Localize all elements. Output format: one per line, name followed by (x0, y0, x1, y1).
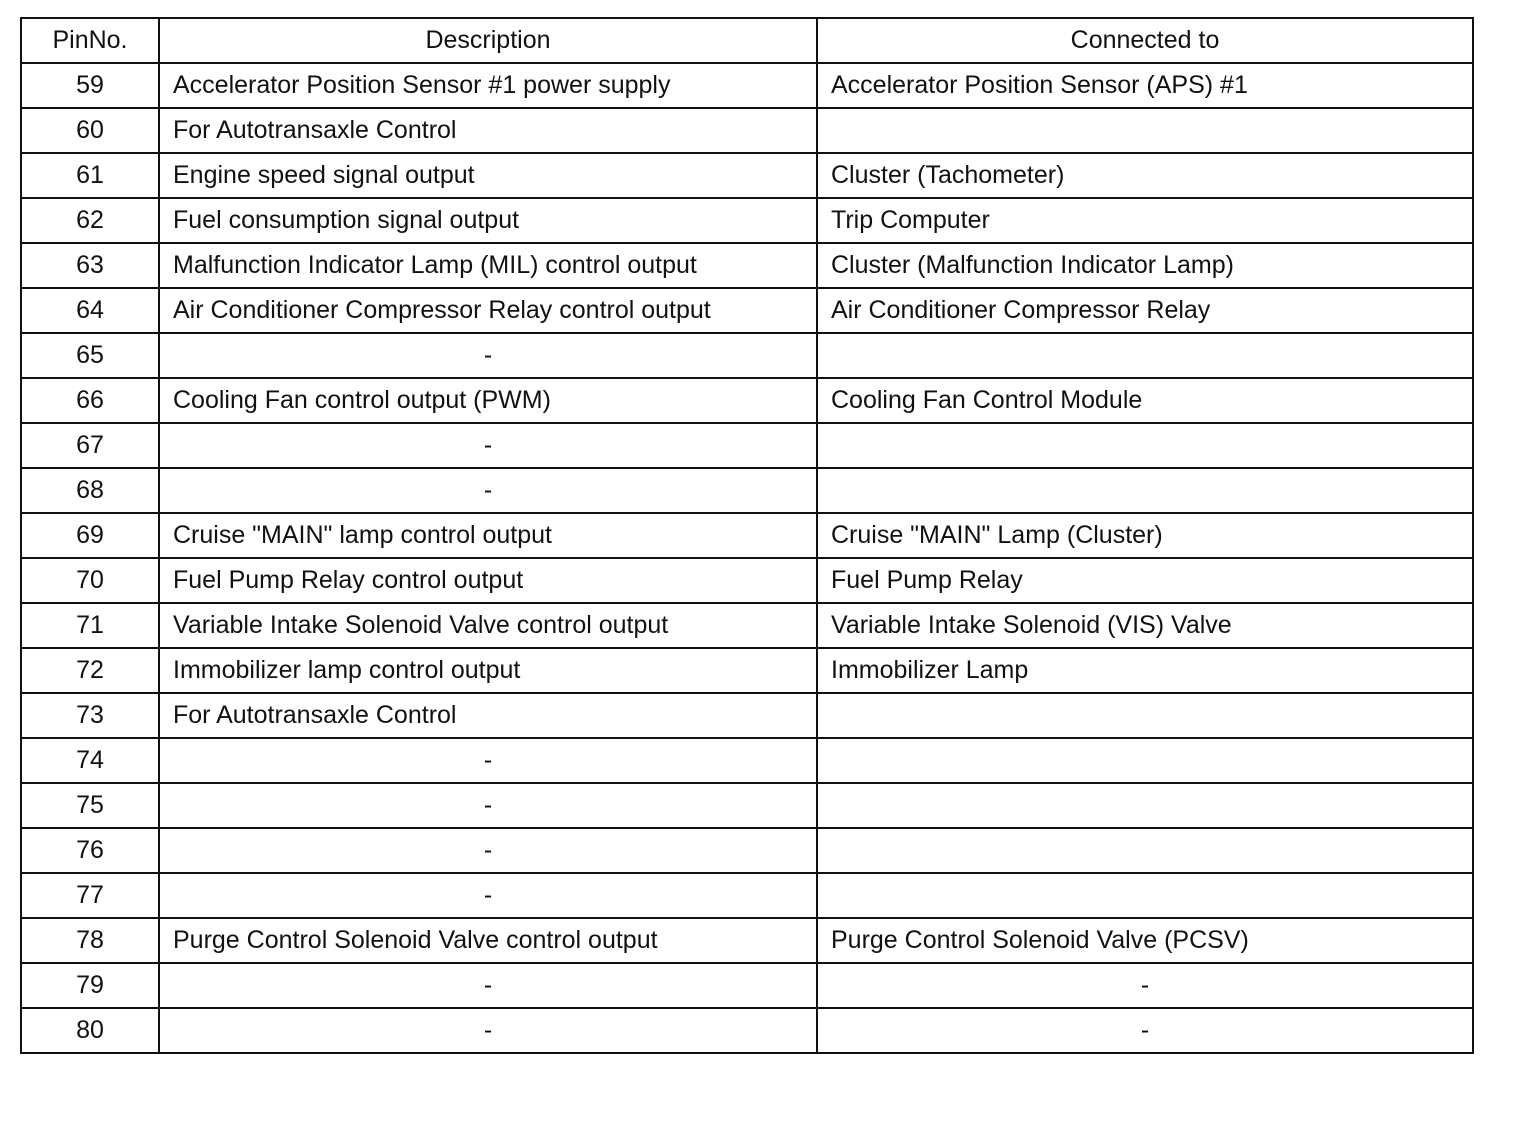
connected-to-cell (817, 828, 1473, 873)
connected-to-cell: Air Conditioner Compressor Relay (817, 288, 1473, 333)
connected-to-cell: - (817, 1008, 1473, 1053)
connected-to-cell (817, 783, 1473, 828)
header-connected-to: Connected to (817, 18, 1473, 63)
pin-number-cell: 75 (21, 783, 159, 828)
connected-to-cell: Cluster (Malfunction Indicator Lamp) (817, 243, 1473, 288)
description-cell: Air Conditioner Compressor Relay control output (159, 288, 817, 333)
connected-to-cell: Cruise "MAIN" Lamp (Cluster) (817, 513, 1473, 558)
table-header (21, 18, 1473, 63)
connected-to-cell (817, 693, 1473, 738)
description-cell: Fuel Pump Relay control output (159, 558, 817, 603)
table-row (21, 558, 1473, 603)
connected-to-cell (817, 333, 1473, 378)
table-row (21, 918, 1473, 963)
table-row (21, 108, 1473, 153)
pin-number-cell: 65 (21, 333, 159, 378)
connected-to-cell (817, 423, 1473, 468)
header-pin-no: PinNo. (21, 18, 159, 63)
description-cell: Cruise "MAIN" lamp control output (159, 513, 817, 558)
connected-to-cell (817, 873, 1473, 918)
pin-number-cell: 79 (21, 963, 159, 1008)
table-row (21, 288, 1473, 333)
description-cell: Fuel consumption signal output (159, 198, 817, 243)
table-row (21, 873, 1473, 918)
pin-number-cell: 80 (21, 1008, 159, 1053)
connected-to-cell: Fuel Pump Relay (817, 558, 1473, 603)
table-row (21, 333, 1473, 378)
pin-number-cell: 76 (21, 828, 159, 873)
table-body (21, 63, 1473, 1053)
description-cell: Malfunction Indicator Lamp (MIL) control output (159, 243, 817, 288)
description-cell: - (159, 468, 817, 513)
pin-number-cell: 63 (21, 243, 159, 288)
pin-number-cell: 68 (21, 468, 159, 513)
description-cell: - (159, 333, 817, 378)
connected-to-cell: - (817, 963, 1473, 1008)
description-cell: Purge Control Solenoid Valve control output (159, 918, 817, 963)
table-row (21, 1008, 1473, 1053)
table-row (21, 828, 1473, 873)
description-cell: For Autotransaxle Control (159, 693, 817, 738)
pin-number-cell: 72 (21, 648, 159, 693)
table-row (21, 423, 1473, 468)
description-cell: Engine speed signal output (159, 153, 817, 198)
description-cell: Immobilizer lamp control output (159, 648, 817, 693)
connected-to-cell: Accelerator Position Sensor (APS) #1 (817, 63, 1473, 108)
pin-number-cell: 59 (21, 63, 159, 108)
pin-number-cell: 77 (21, 873, 159, 918)
connected-to-cell (817, 468, 1473, 513)
pin-table (20, 17, 1474, 1054)
pin-number-cell: 74 (21, 738, 159, 783)
table-row (21, 153, 1473, 198)
table-row (21, 963, 1473, 1008)
description-cell: - (159, 963, 817, 1008)
description-cell: - (159, 738, 817, 783)
description-cell: - (159, 423, 817, 468)
description-cell: - (159, 873, 817, 918)
header-description: Description (159, 18, 817, 63)
pin-number-cell: 71 (21, 603, 159, 648)
connected-to-cell: Cooling Fan Control Module (817, 378, 1473, 423)
connected-to-cell: Trip Computer (817, 198, 1473, 243)
pin-number-cell: 70 (21, 558, 159, 603)
table-row (21, 693, 1473, 738)
connected-to-cell: Immobilizer Lamp (817, 648, 1473, 693)
table-row (21, 243, 1473, 288)
pin-number-cell: 69 (21, 513, 159, 558)
table-row (21, 513, 1473, 558)
description-cell: - (159, 828, 817, 873)
header-row (21, 18, 1473, 63)
pin-number-cell: 67 (21, 423, 159, 468)
pin-number-cell: 78 (21, 918, 159, 963)
table-row (21, 468, 1473, 513)
connected-to-cell (817, 738, 1473, 783)
table-row (21, 738, 1473, 783)
description-cell: - (159, 783, 817, 828)
table-row (21, 63, 1473, 108)
pin-number-cell: 73 (21, 693, 159, 738)
connected-to-cell (817, 108, 1473, 153)
pin-number-cell: 64 (21, 288, 159, 333)
description-cell: Variable Intake Solenoid Valve control output (159, 603, 817, 648)
description-cell: Accelerator Position Sensor #1 power supply (159, 63, 817, 108)
table-row (21, 783, 1473, 828)
pin-number-cell: 66 (21, 378, 159, 423)
description-cell: Cooling Fan control output (PWM) (159, 378, 817, 423)
description-cell: - (159, 1008, 817, 1053)
table-row (21, 378, 1473, 423)
table-row (21, 198, 1473, 243)
table-row (21, 603, 1473, 648)
pin-number-cell: 62 (21, 198, 159, 243)
table-row (21, 648, 1473, 693)
connected-to-cell: Purge Control Solenoid Valve (PCSV) (817, 918, 1473, 963)
pin-number-cell: 60 (21, 108, 159, 153)
connected-to-cell: Cluster (Tachometer) (817, 153, 1473, 198)
connected-to-cell: Variable Intake Solenoid (VIS) Valve (817, 603, 1473, 648)
pin-number-cell: 61 (21, 153, 159, 198)
description-cell: For Autotransaxle Control (159, 108, 817, 153)
